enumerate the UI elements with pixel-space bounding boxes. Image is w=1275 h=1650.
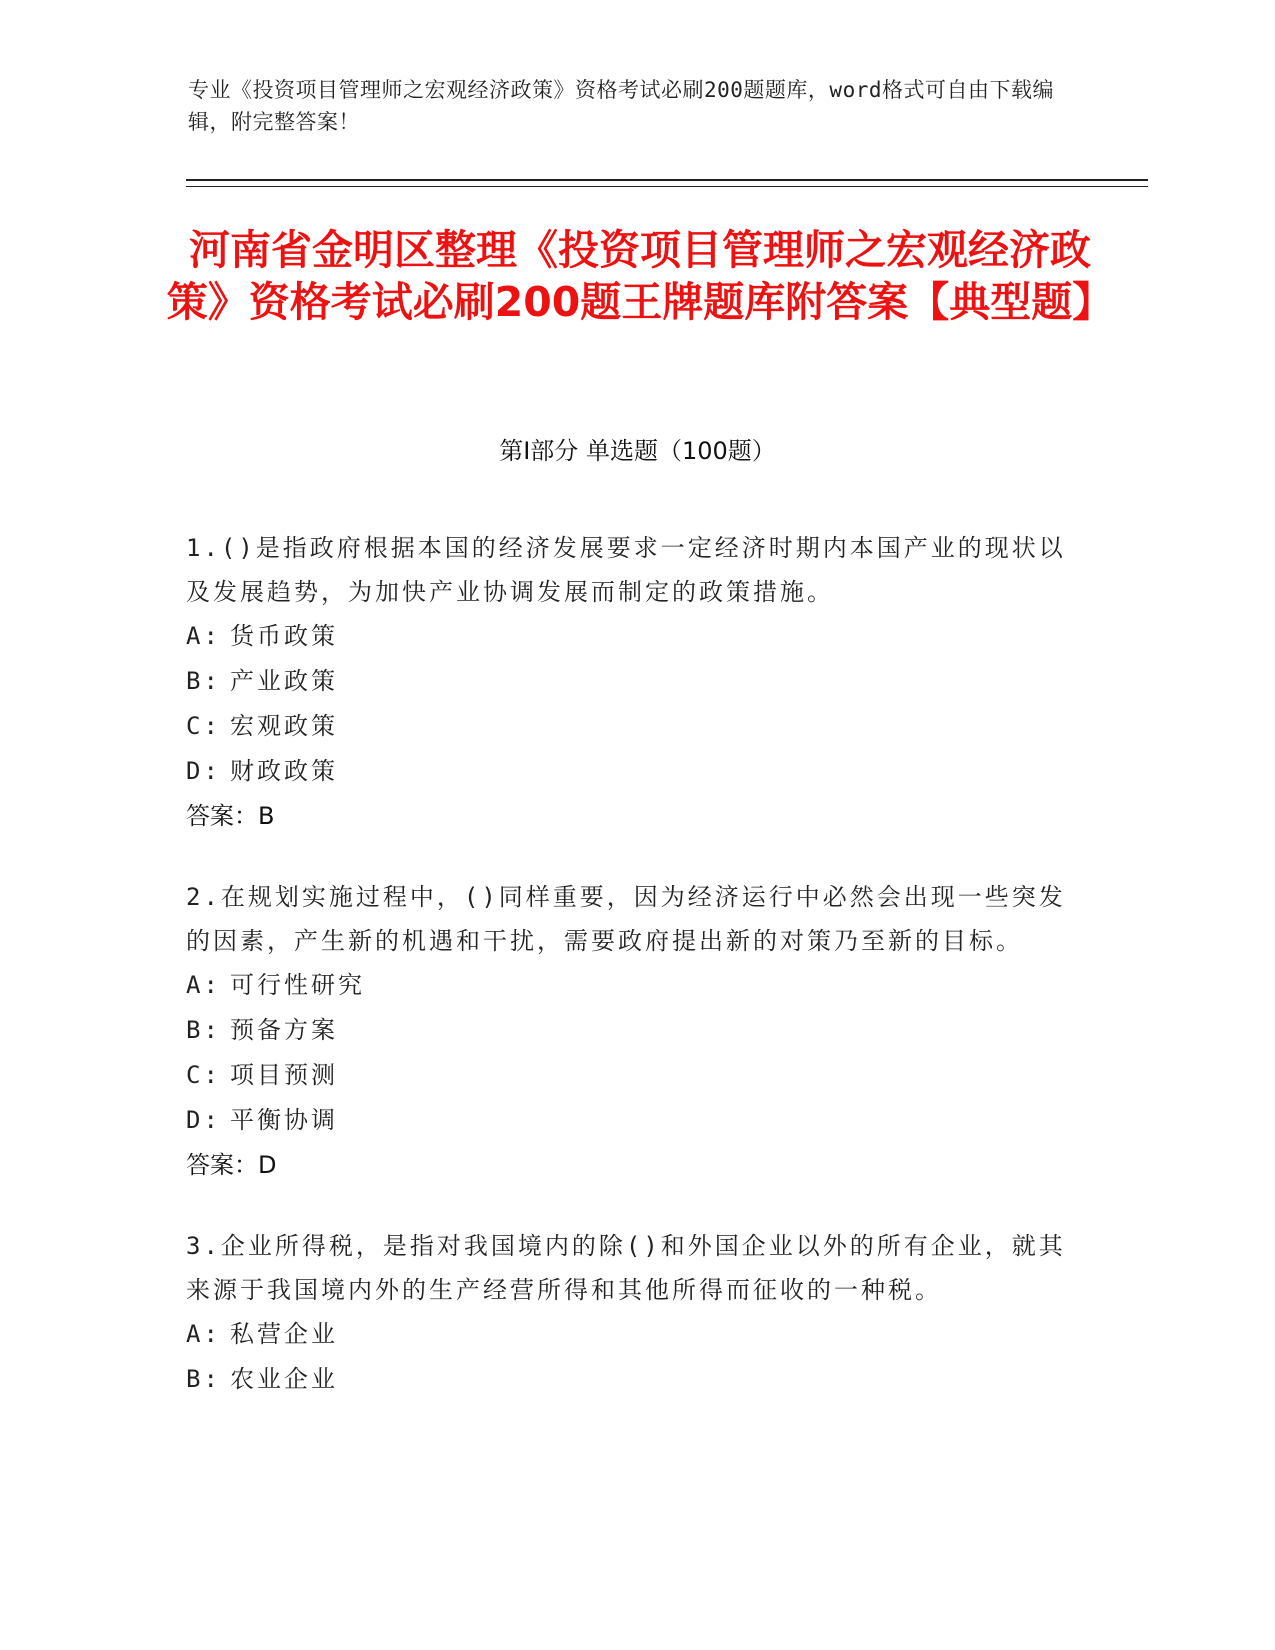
option-key: C: [186,712,221,740]
option-text: 产业政策 [230,667,338,695]
header-note: 专业《投资项目管理师之宏观经济政策》资格考试必刷200题题库，word格式可自由下载编辑，附完整答案！ [188,78,1054,134]
question-stem: 3.企业所得税，是指对我国境内的除()和外国企业以外的所有企业，就其来源于我国境内外的生产经营所得和其他所得而征收的一种税。 [186,1232,1066,1304]
option-d [186,1098,1066,1143]
option-key: A: [186,971,221,999]
option-key: A: [186,1320,221,1348]
answer-line [186,1143,1066,1188]
question-3 [186,1224,1066,1402]
option-key: D: [186,1106,221,1134]
option-text: 宏观政策 [230,712,338,740]
answer-label: 答案： [186,1151,258,1179]
option-key: B: [186,667,221,695]
question-1 [186,526,1066,839]
header-divider-thin [186,186,1148,187]
option-c [186,704,1066,749]
option-a [186,614,1066,659]
option-b [186,1357,1066,1402]
answer-line [186,794,1066,839]
question-stem: 2.在规划实施过程中，()同样重要，因为经济运行中必然会出现一些突发的因素，产生新的机遇和干扰，需要政府提出新的对策乃至新的目标。 [186,883,1066,955]
question-stem: 1.()是指政府根据本国的经济发展要求一定经济时期内本国产业的现状以及发展趋势，为加快产业协调发展而制定的政策措施。 [186,534,1066,606]
option-key: B: [186,1016,221,1044]
answer-value: B [258,802,275,830]
option-text: 可行性研究 [230,971,365,999]
answer-value: D [258,1151,277,1179]
answer-label: 答案： [186,802,258,830]
option-text: 平衡协调 [230,1106,338,1134]
option-key: C: [186,1061,221,1089]
option-text: 项目预测 [230,1061,338,1089]
option-d [186,749,1066,794]
header-divider-thick [186,179,1148,181]
option-a [186,963,1066,1008]
option-text: 农业企业 [230,1365,338,1393]
question-2 [186,875,1066,1188]
option-b [186,1008,1066,1053]
question-list [186,526,1066,1438]
document-title: 河南省金明区整理《投资项目管理师之宏观经济政策》资格考试必刷200题王牌题库附答案【典型题】 [166,226,1114,326]
option-text: 预备方案 [230,1016,338,1044]
option-a [186,1312,1066,1357]
option-key: D: [186,757,221,785]
section-heading: 第Ⅰ部分 单选题（100题） [499,437,776,465]
option-text: 财政政策 [230,757,338,785]
option-text: 私营企业 [230,1320,338,1348]
option-text: 货币政策 [230,622,338,650]
option-key: B: [186,1365,221,1393]
option-b [186,659,1066,704]
option-c [186,1053,1066,1098]
option-key: A: [186,622,221,650]
